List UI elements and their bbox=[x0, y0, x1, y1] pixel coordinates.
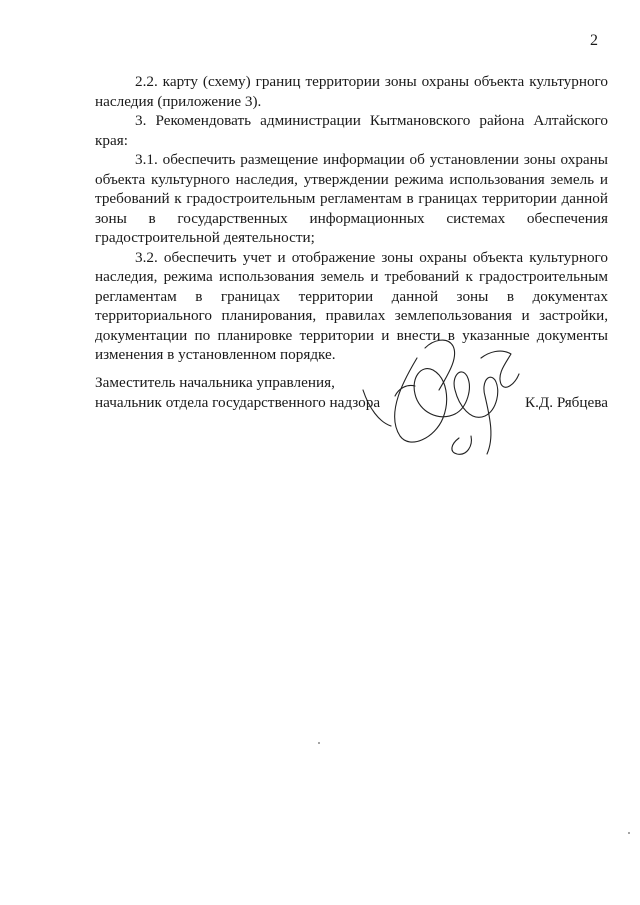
signatory-position-line-1: Заместитель начальника управления, bbox=[95, 374, 335, 391]
paragraph-2-2: 2.2. карту (схему) границ территории зоны охраны объекта культурного наследия (приложение 3). bbox=[95, 73, 608, 110]
signature-block bbox=[95, 373, 608, 412]
paragraph-3-2: 3.2. обеспечить учет и отображение зоны охраны объекта культурного наследия, режима использования земель и требований к градостроительным регламентам в границах территории данной зоны в документах территориального планирования, правилах землепользования и застройки, документации по планировке территории и внести в указанные документы изменения в установленном порядке. bbox=[95, 248, 608, 363]
signatory-name: К.Д. Рябцева bbox=[524, 393, 608, 411]
page-number: 2 bbox=[590, 32, 598, 49]
paragraph-3-1: 3.1. обеспечить размещение информации об установлении зоны охраны объекта культурного наследия, утверждении режима использования земель и требований к градостроительным регламентам в границах территории данной зоны в государственных информационных системах обеспечения градостроительной деятельности; bbox=[95, 151, 608, 246]
signatory-position-line-2: начальник отдела государственного надзора bbox=[95, 393, 381, 411]
paragraph-3: 3. Рекомендовать администрации Кытмановского района Алтайского края: bbox=[95, 112, 608, 149]
scan-artifact-dot bbox=[318, 742, 320, 744]
scan-artifact-dot bbox=[628, 832, 630, 834]
